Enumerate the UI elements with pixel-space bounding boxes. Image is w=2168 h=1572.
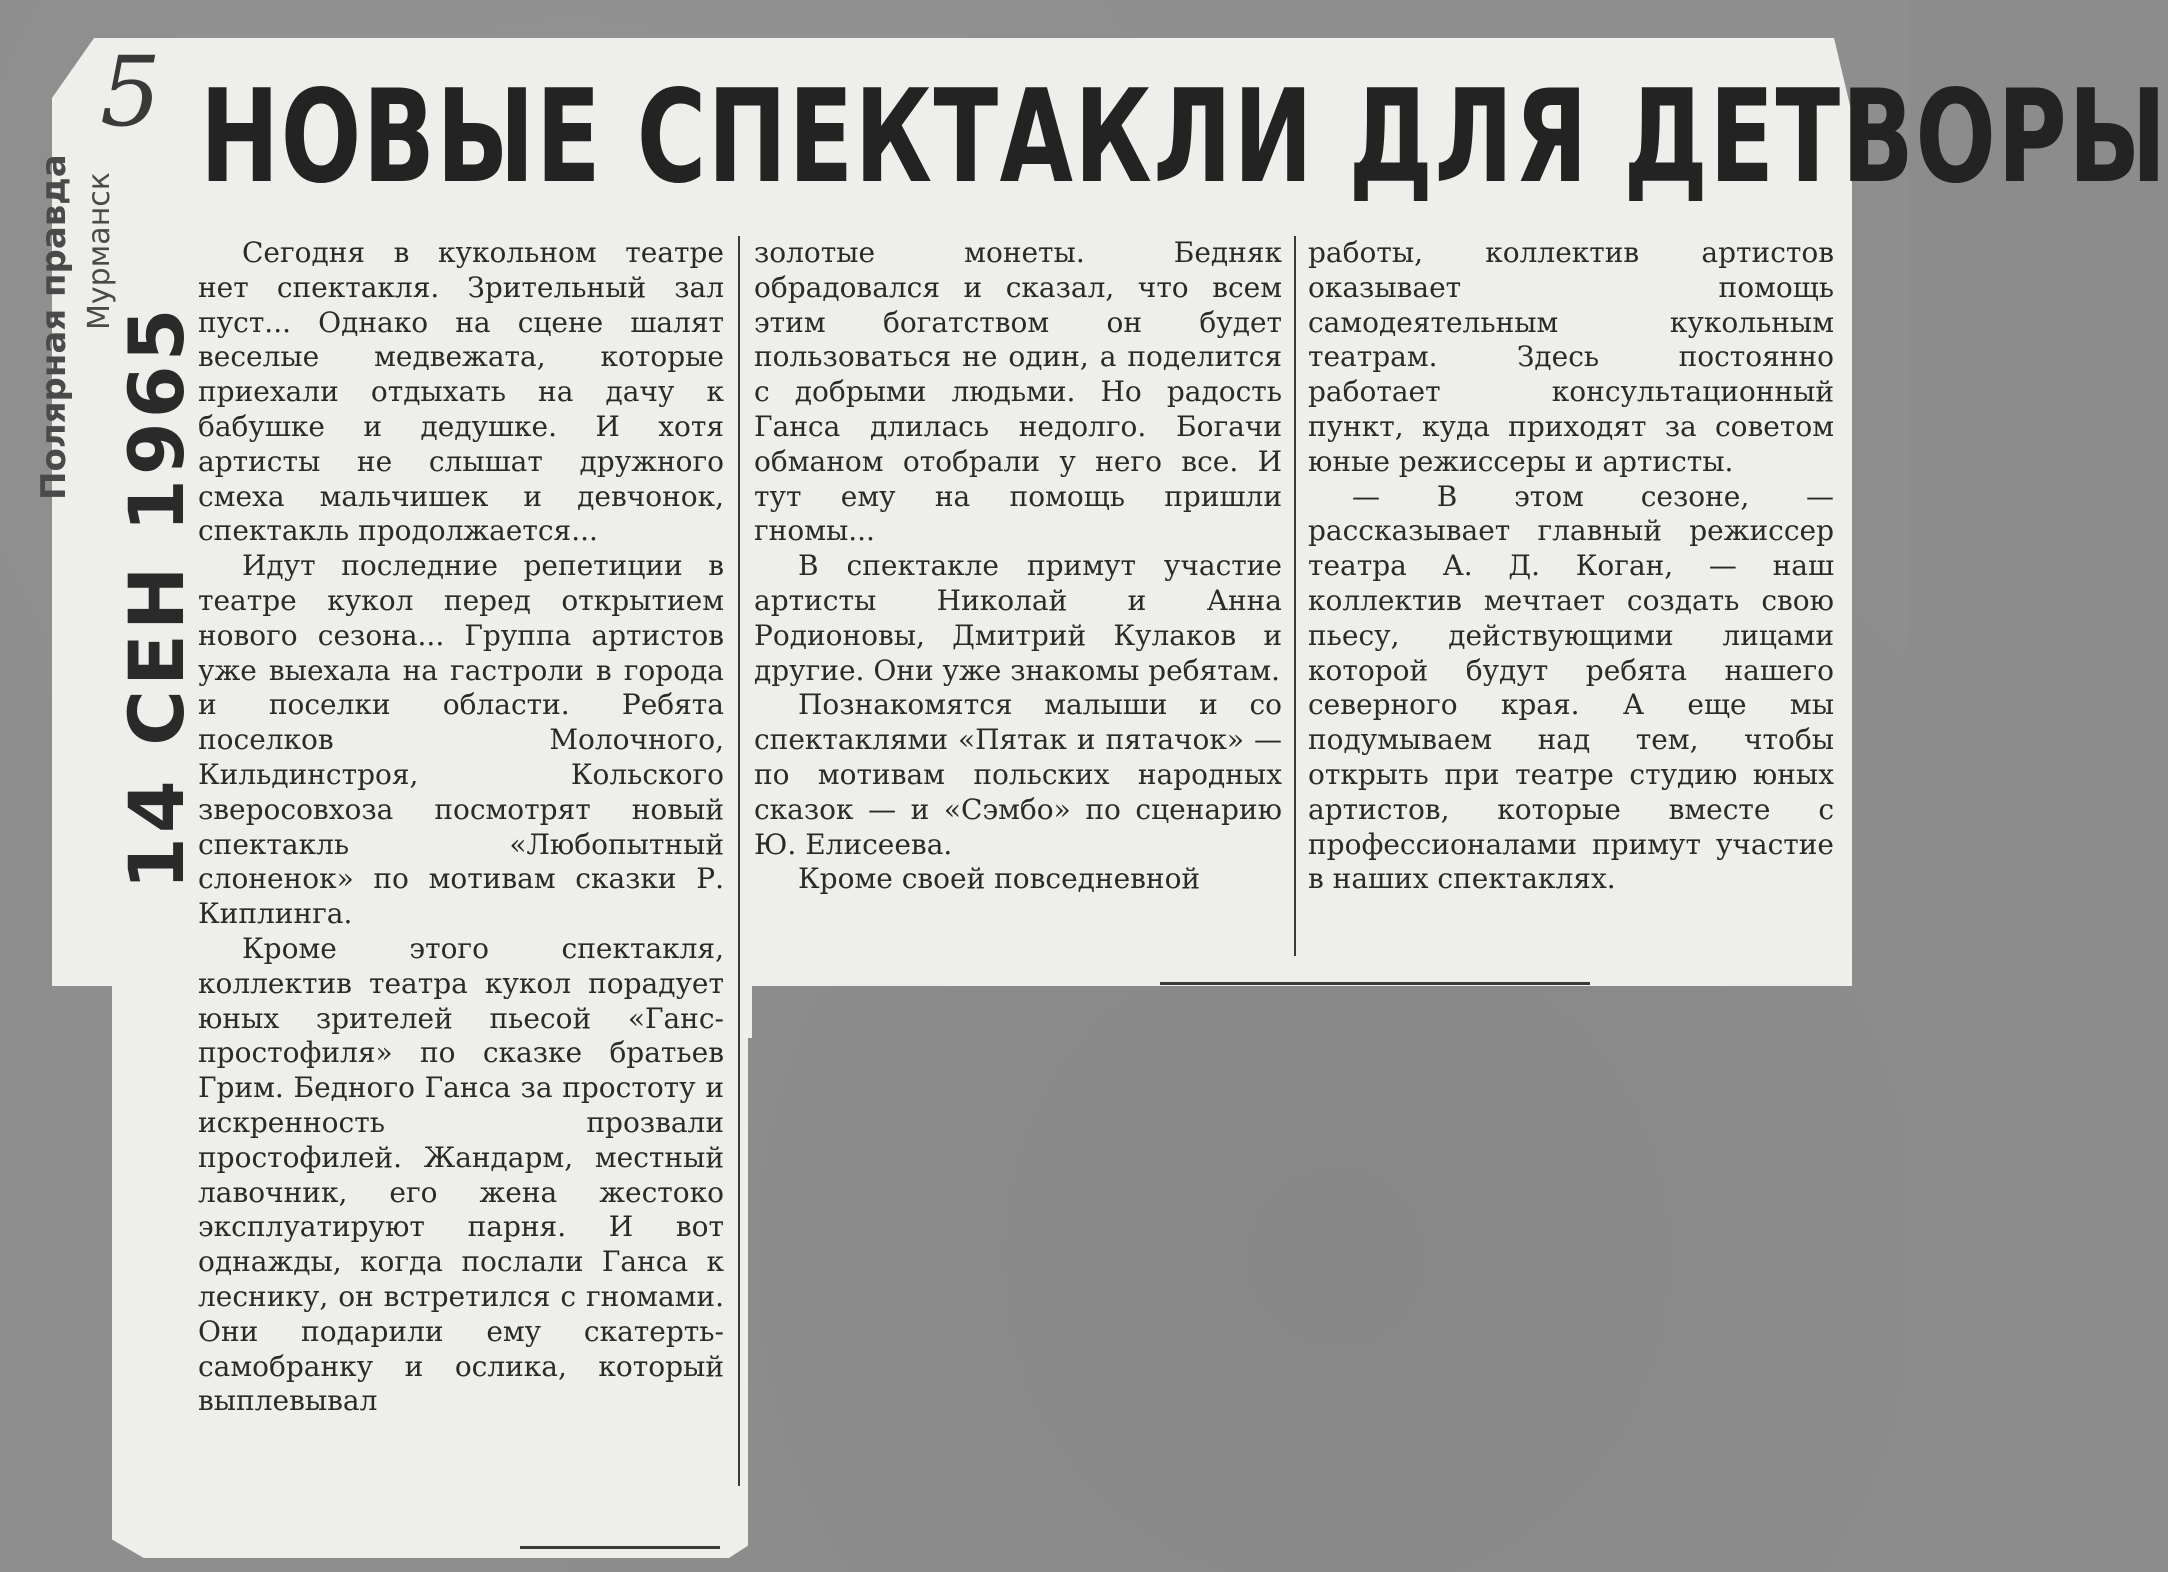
- paragraph: В спектакле примут участие артисты Николай и Анна Родионовы, Дмитрий Кулаков и другие. Они уже знакомы ребятам.: [754, 549, 1282, 687]
- article-column-1: [198, 236, 724, 1486]
- newspaper-name: Полярная правда: [34, 154, 74, 500]
- paragraph: Кроме этого спектакля, коллектив театра кукол порадует юных зрителей пьесой «Ганс-простофиля» по сказке братьев Грим. Бедного Ганса за простоту и искренность прозвали простофилей. Жандарм, местный лавочник, его жена жестоко эксплуатируют парня. И вот однажды, когда послали Ганса к леснику, он встретился с гномами. Они подарили ему скатерть-самобранку и ослика, который выплевывал: [198, 931, 724, 1418]
- handwritten-page-number: 5: [100, 36, 162, 148]
- date-stamp: 14 СЕН 1965: [112, 304, 201, 890]
- paragraph: золотые монеты. Бедняк обрадовался и сказал, что всем этим богатством он будет пользоваться не один, а поделится с добрыми людьми. Но радость Ганса длилась недолго. Богачи обманом отобрали у него все. И тут ему на помощь пришли гномы...: [754, 236, 1282, 548]
- paragraph: Идут последние репетиции в театре кукол перед открытием нового сезона... Группа артистов уже выехала на гастроли в города и поселки области. Ребята поселков Молочного, Кильдинстроя, Кольского зверосовхоза посмотрят новый спектакль «Любопытный слоненок» по мотивам сказки Р. Киплинга.: [198, 549, 724, 931]
- column-divider: [738, 236, 740, 1486]
- article-end-rule: [1160, 982, 1590, 985]
- newspaper-city: Мурманск: [82, 172, 117, 330]
- paragraph: — В этом сезоне, — рассказывает главный режиссер театра А. Д. Коган, — наш коллектив мечтает создать свою пьесу, действующими лицами которой будут ребята нашего северного края. А еще мы подумываем над тем, чтобы открыть при театре студию юных артистов, которые вместе с профессионалами примут участие в наших спектаклях.: [1308, 479, 1834, 896]
- column-divider: [1294, 236, 1296, 956]
- article-headline: НОВЫЕ СПЕКТАКЛИ ДЛЯ ДЕТВОРЫ: [200, 63, 2168, 212]
- article-end-rule: [520, 1546, 720, 1549]
- article-column-2: [754, 236, 1282, 976]
- paragraph: Познакомятся малыши и со спектаклями «Пятак и пятачок» — по мотивам польских народных сказок — и «Сэмбо» по сценарию Ю. Елисеева.: [754, 688, 1282, 861]
- paragraph: работы, коллектив артистов оказывает помощь самодеятельным кукольным театрам. Здесь постоянно работает консультационный пункт, куда приходят за советом юные режиссеры и артисты.: [1308, 236, 1834, 478]
- article-column-3: [1308, 236, 1834, 976]
- paragraph: Кроме своей повседневной: [798, 862, 1201, 896]
- paragraph: Сегодня в кукольном театре нет спектакля. Зрительный зал пуст... Однако на сцене шалят веселые медвежата, которые приехали отдыхать на дачу к бабушке и дедушке. И хотя артисты не слышат дружного смеха мальчишек и девчонок, спектакль продолжается...: [198, 236, 724, 548]
